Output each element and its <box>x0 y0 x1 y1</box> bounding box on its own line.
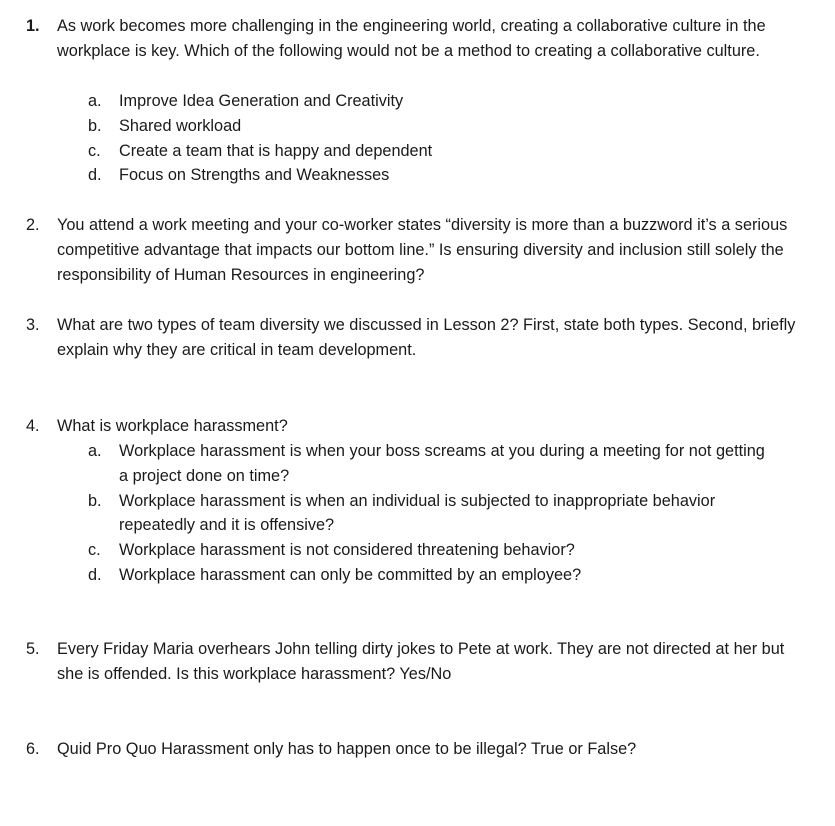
question-text: You attend a work meeting and your co-worker states “diversity is more than a buzzword it’s a serious competitive advantage that impacts our bottom line.” Is ensuring diversity and inclusion still solely the responsibility of Human Resources in engineering? <box>57 216 788 284</box>
option-a <box>0 439 835 489</box>
option-letter: c. <box>88 141 101 160</box>
question-number: 5. <box>26 640 40 658</box>
option-text: Workplace harassment can only be committed by an employee? <box>119 565 582 584</box>
option-letter: b. <box>88 491 102 510</box>
option-text: Focus on Strengths and Weaknesses <box>119 166 390 185</box>
option-letter: d. <box>88 166 102 185</box>
question-text: Quid Pro Quo Harassment only has to happen once to be illegal? True or False? <box>57 740 637 758</box>
option-b <box>0 114 835 139</box>
question-4-options <box>0 439 835 588</box>
option-c <box>0 538 835 563</box>
option-c <box>0 139 835 164</box>
question-text: Every Friday Maria overhears John telling dirty jokes to Pete at work. They are not directed at her but she is offended. Is this workplace harassment? Yes/No <box>57 640 785 683</box>
option-letter: b. <box>88 116 102 135</box>
question-text: What is workplace harassment? <box>57 417 288 435</box>
option-a <box>0 89 835 114</box>
question-1-options <box>0 89 835 188</box>
option-d <box>0 163 835 188</box>
option-text: Workplace harassment is when an individual is subjected to inappropriate behavior repeatedly and it is offensive? <box>119 491 716 535</box>
option-text: Workplace harassment is not considered threatening behavior? <box>119 541 575 560</box>
option-letter: a. <box>88 442 102 460</box>
option-letter: a. <box>88 92 102 110</box>
option-b <box>0 489 835 539</box>
question-number: 4. <box>26 417 40 435</box>
question-number: 1. <box>26 17 40 35</box>
option-d <box>0 563 835 588</box>
option-letter: c. <box>88 541 101 560</box>
question-number: 3. <box>26 316 40 334</box>
question-number: 2. <box>26 216 40 234</box>
option-text: Improve Idea Generation and Creativity <box>119 92 404 110</box>
option-text: Shared workload <box>119 116 242 135</box>
question-number: 6. <box>26 740 40 758</box>
question-text: As work becomes more challenging in the engineering world, creating a collaborative culture in the workplace is key. Which of the following would not be a method to creating a collaborative culture. <box>57 17 766 60</box>
option-text: Workplace harassment is when your boss screams at you during a meeting for not getting a project done on time? <box>119 442 765 485</box>
option-text: Create a team that is happy and dependent <box>119 141 433 160</box>
option-letter: d. <box>88 565 102 584</box>
question-text: What are two types of team diversity we discussed in Lesson 2? First, state both types. Second, briefly explain why they are critical in team development. <box>57 316 796 359</box>
